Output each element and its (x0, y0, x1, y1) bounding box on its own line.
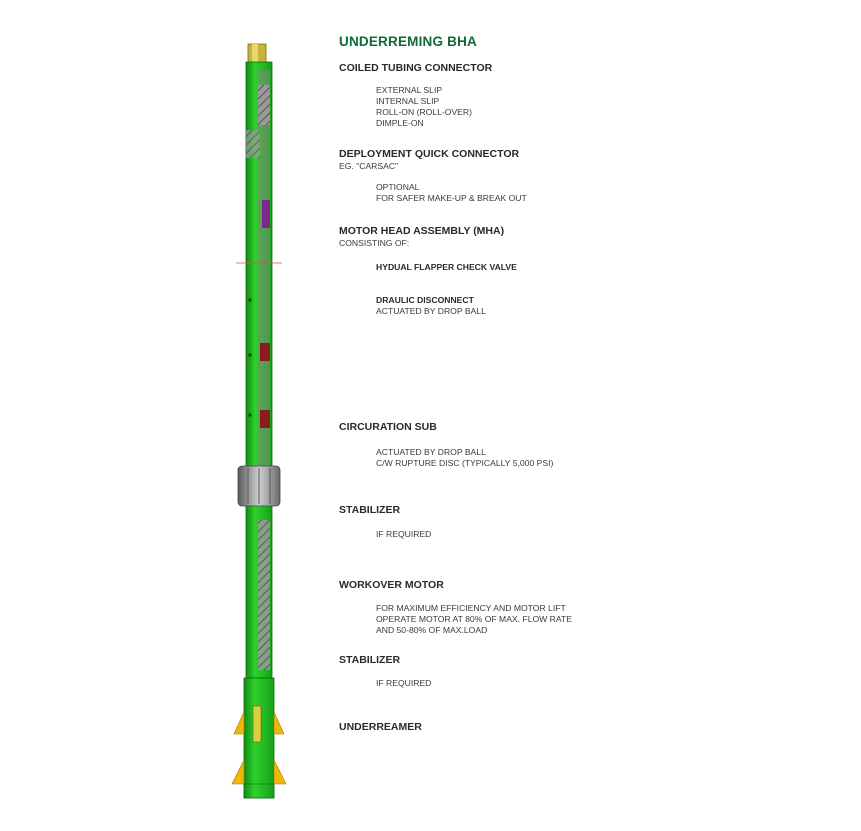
stabilizer-note: IF REQUIRED (376, 678, 432, 688)
check-valve-label: HYDUAL FLAPPER CHECK VALVE (376, 262, 517, 272)
disconnect-label: DRAULIC DISCONNECT (376, 295, 474, 305)
stabilizer-heading: STABILIZER (339, 504, 401, 516)
deployment-quick-connector-item: FOR SAFER MAKE-UP & BREAK OUT (376, 193, 527, 203)
circulation-sub-item: C/W RUPTURE DISC (TYPICALLY 5,000 PSI) (376, 458, 554, 468)
workover-motor-heading: WORKOVER MOTOR (339, 579, 444, 591)
stabilizer-heading: STABILIZER (339, 654, 401, 666)
deployment-quick-connector-sub: EG. "CARSAC" (339, 161, 399, 171)
underreamer-heading: UNDERREAMER (339, 721, 422, 733)
check-valve-seal (260, 343, 270, 361)
motor-head-assembly-sub: CONSISTING OF: (339, 238, 410, 248)
circulation-sub-item: ACTUATED BY DROP BALL (376, 447, 486, 457)
deployment-quick-connector-heading: DEPLOYMENT QUICK CONNECTOR (339, 148, 520, 160)
stabilizer-component (238, 466, 280, 506)
circulation-sub-seal (260, 410, 270, 428)
deployment-quick-connector-item: OPTIONAL (376, 182, 420, 192)
coiled-tubing-connector-item: INTERNAL SLIP (376, 96, 440, 106)
coiled-tubing-connector-heading: COILED TUBING CONNECTOR (339, 62, 493, 74)
workover-motor-item: AND 50-80% OF MAX.LOAD (376, 625, 488, 635)
disconnect-note: ACTUATED BY DROP BALL (376, 306, 486, 316)
tool-body (244, 62, 274, 798)
motor-head-assembly-heading: MOTOR HEAD ASSEMBLY (MHA) (339, 225, 505, 237)
workover-motor-item: OPERATE MOTOR AT 80% OF MAX. FLOW RATE (376, 614, 572, 624)
page-title: UNDERREMING BHA (339, 34, 477, 49)
purple-seal (262, 200, 270, 228)
coiled-tubing-connector-item: EXTERNAL SLIP (376, 85, 443, 95)
circulation-sub-heading: CIRCURATION SUB (339, 421, 437, 433)
coiled-tubing-connector-item: ROLL-ON (ROLL-OVER) (376, 107, 472, 117)
workover-motor-item: FOR MAXIMUM EFFICIENCY AND MOTOR LIFT (376, 603, 566, 613)
coiled-tubing-connector-item: DIMPLE-ON (376, 118, 424, 128)
stabilizer-note: IF REQUIRED (376, 529, 432, 539)
